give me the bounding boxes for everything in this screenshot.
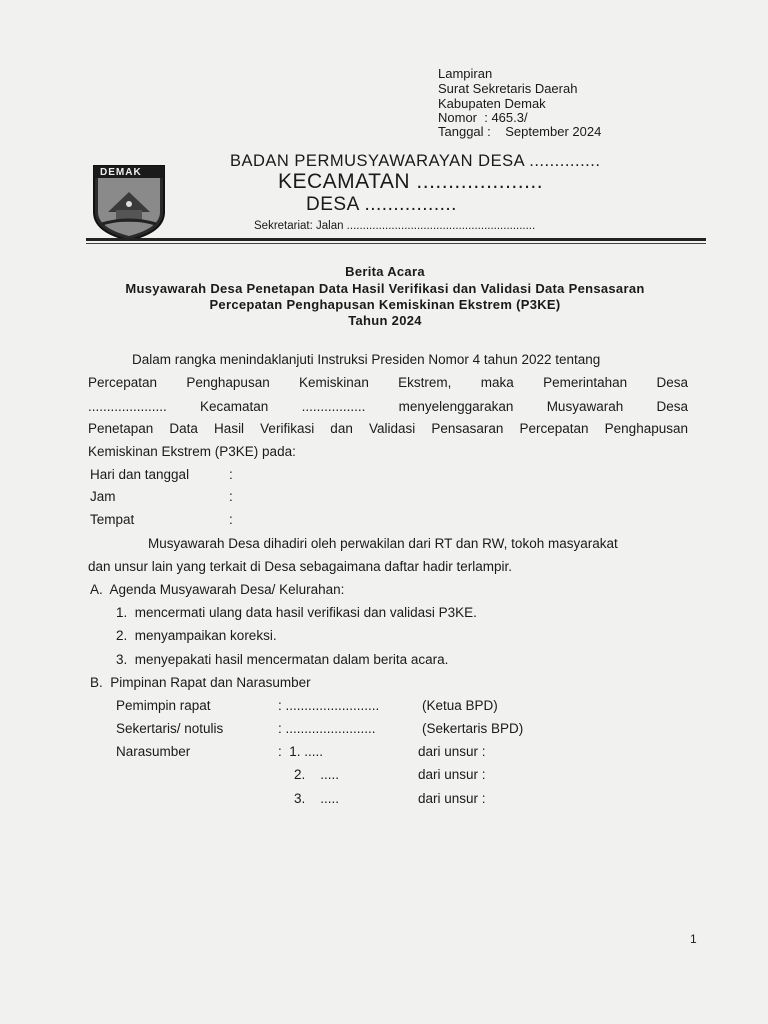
agenda-item: 2. menyampaikan koreksi. [116, 628, 277, 643]
committee-label: Sekertaris/ notulis [116, 721, 224, 736]
letterhead-agency: BADAN PERMUSYAWARAYAN DESA .............. [230, 152, 601, 170]
schedule-separator: : [229, 489, 233, 504]
document-subtitle: Percepatan Penghapusan Kemiskinan Ekstrem (P3KE) [209, 297, 561, 312]
letterhead-desa: DESA ................ [306, 194, 457, 215]
committee-value: : ......................... [278, 698, 380, 713]
annex-line: Lampiran [438, 66, 493, 81]
document-subtitle: Musyawarah Desa Penetapan Data Hasil Verifikasi dan Validasi Data Pensasaran [125, 281, 645, 296]
committee-value: : 1. ..... [278, 744, 324, 759]
letterhead-kecamatan: KECAMATAN .................... [278, 170, 544, 193]
committee-role: dari unsur : [418, 767, 486, 782]
committee-role: dari unsur : [418, 791, 486, 806]
committee-role: (Ketua BPD) [422, 698, 498, 713]
schedule-label: Jam [90, 489, 116, 504]
paragraph-line: Musyawarah Desa dihadiri oleh perwakilan dari RT dan RW, tokoh masyarakat [148, 536, 618, 551]
document-year: Tahun 2024 [348, 313, 422, 328]
logo-label: DEMAK [100, 167, 142, 178]
committee-value: 2. ..... [294, 767, 340, 782]
header-rule-thick [86, 238, 706, 241]
annex-line: Surat Sekretaris Daerah [438, 81, 578, 96]
paragraph-line: Percepatan Penghapusan Kemiskinan Ekstrem, maka Pemerintahan Desa [88, 375, 688, 390]
document-title: Berita Acara [345, 264, 425, 279]
section-b-heading: B. Pimpinan Rapat dan Narasumber [90, 675, 311, 690]
annex-line: Nomor : 465.3/ [438, 110, 528, 125]
section-a-heading: A. Agenda Musyawarah Desa/ Kelurahan: [90, 582, 345, 597]
schedule-label: Tempat [90, 512, 135, 527]
committee-role: dari unsur : [418, 744, 486, 759]
paragraph-line: dan unsur lain yang terkait di Desa sebagaimana daftar hadir terlampir. [88, 559, 512, 574]
agenda-item: 3. menyepakati hasil mencermatan dalam berita acara. [116, 652, 449, 667]
committee-value: 3. ..... [294, 791, 340, 806]
letterhead-address: Sekretariat: Jalan ........................................................... [254, 220, 536, 232]
committee-value: : ........................ [278, 721, 376, 736]
page-number: 1 [690, 932, 697, 946]
header-rule-thin [86, 243, 706, 244]
paragraph-line: Penetapan Data Hasil Verifikasi dan Validasi Pensasaran Percepatan Penghapusan [88, 421, 688, 436]
committee-label: Narasumber [116, 744, 191, 759]
schedule-separator: : [229, 512, 233, 527]
agenda-item: 1. mencermati ulang data hasil verifikasi dan validasi P3KE. [116, 605, 477, 620]
annex-line: Kabupaten Demak [438, 96, 546, 111]
paragraph-line: ..................... Kecamatan ................. menyelenggarakan Musyawarah Desa [88, 399, 688, 414]
schedule-label: Hari dan tanggal [90, 467, 190, 482]
demak-logo [88, 162, 170, 247]
annex-line: Tanggal : September 2024 [438, 124, 602, 139]
paragraph-line: Dalam rangka menindaklanjuti Instruksi Presiden Nomor 4 tahun 2022 tentang [132, 352, 601, 367]
paragraph-line: Kemiskinan Ekstrem (P3KE) pada: [88, 444, 296, 459]
schedule-separator: : [229, 467, 233, 482]
committee-role: (Sekertaris BPD) [422, 721, 524, 736]
committee-label: Pemimpin rapat [116, 698, 211, 713]
